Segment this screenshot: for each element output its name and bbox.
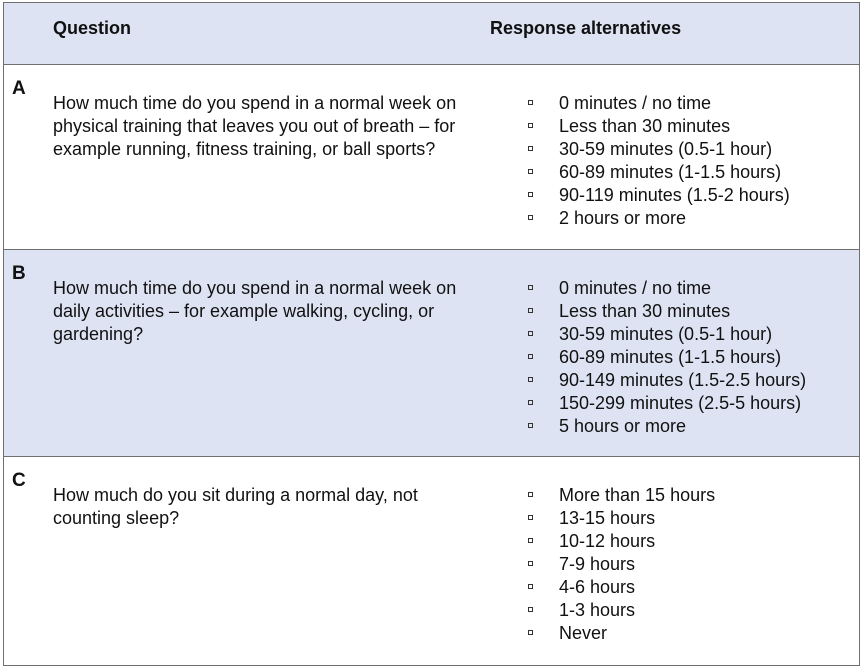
response-option (526, 369, 806, 392)
response-option (526, 184, 790, 207)
row-letter: C (12, 470, 26, 491)
response-option (526, 553, 715, 576)
small-square-bullet-icon (528, 538, 533, 543)
small-square-bullet-icon (528, 492, 533, 497)
table-row-b (4, 250, 859, 457)
small-square-bullet-icon (528, 377, 533, 382)
small-square-bullet-icon (528, 192, 533, 197)
response-option (526, 346, 806, 369)
question-text: How much time do you spend in a normal week on physical training that leaves you out of breath – for example running, fitness training, or ball sports? (53, 93, 457, 159)
small-square-bullet-icon (528, 515, 533, 520)
response-option-label: 4-6 hours (559, 577, 636, 597)
response-option-label: 30-59 minutes (0.5-1 hour) (559, 324, 773, 344)
table-row-c (4, 457, 859, 665)
response-option (526, 92, 790, 115)
response-option-label: 60-89 minutes (1-1.5 hours) (559, 162, 782, 182)
response-options-list (526, 92, 790, 230)
response-option-label: 60-89 minutes (1-1.5 hours) (559, 347, 782, 367)
response-option-label: Less than 30 minutes (559, 116, 731, 136)
small-square-bullet-icon (528, 584, 533, 589)
response-option (526, 207, 790, 230)
response-option-label: 7-9 hours (559, 554, 636, 574)
response-option-label: 90-149 minutes (1.5-2.5 hours) (559, 370, 807, 390)
row-letter: A (12, 78, 26, 99)
small-square-bullet-icon (528, 607, 533, 612)
table-header-row (4, 3, 859, 65)
small-square-bullet-icon (528, 169, 533, 174)
response-option (526, 599, 715, 622)
small-square-bullet-icon (528, 308, 533, 313)
small-square-bullet-icon (528, 285, 533, 290)
response-option-label: 5 hours or more (559, 416, 687, 436)
response-options-list (526, 484, 715, 645)
small-square-bullet-icon (528, 100, 533, 105)
response-option (526, 622, 715, 645)
small-square-bullet-icon (528, 561, 533, 566)
response-option (526, 277, 806, 300)
table-row-a (4, 65, 859, 250)
response-option-label: More than 15 hours (559, 485, 716, 505)
response-option-label: 0 minutes / no time (559, 93, 712, 113)
response-option-label: 30-59 minutes (0.5-1 hour) (559, 139, 773, 159)
response-option (526, 161, 790, 184)
response-option (526, 115, 790, 138)
response-option-label: 2 hours or more (559, 208, 687, 228)
response-option-label: 150-299 minutes (2.5-5 hours) (559, 393, 802, 413)
response-options-list (526, 277, 806, 438)
response-option (526, 484, 715, 507)
small-square-bullet-icon (528, 146, 533, 151)
response-option-label: Never (559, 623, 608, 643)
response-option (526, 323, 806, 346)
response-option-label: 13-15 hours (559, 508, 656, 528)
responses-column-header: Response alternatives (490, 18, 682, 38)
small-square-bullet-icon (528, 123, 533, 128)
question-text: How much do you sit during a normal day, not counting sleep? (53, 485, 418, 528)
response-option (526, 138, 790, 161)
response-option (526, 415, 806, 438)
question-column-header: Question (53, 18, 132, 38)
small-square-bullet-icon (528, 400, 533, 405)
response-option (526, 300, 806, 323)
question-text: How much time do you spend in a normal week on daily activities – for example walking, cycling, or gardening? (53, 278, 457, 344)
response-option-label: 10-12 hours (559, 531, 656, 551)
small-square-bullet-icon (528, 354, 533, 359)
response-option-label: 1-3 hours (559, 600, 636, 620)
response-option-label: Less than 30 minutes (559, 301, 731, 321)
small-square-bullet-icon (528, 215, 533, 220)
row-letter: B (12, 263, 26, 284)
response-option (526, 576, 715, 599)
response-option (526, 530, 715, 553)
response-option (526, 507, 715, 530)
small-square-bullet-icon (528, 423, 533, 428)
response-option (526, 392, 806, 415)
response-option-label: 0 minutes / no time (559, 278, 712, 298)
response-option-label: 90-119 minutes (1.5-2 hours) (559, 185, 790, 205)
small-square-bullet-icon (528, 630, 533, 635)
small-square-bullet-icon (528, 331, 533, 336)
questionnaire-table (3, 2, 860, 666)
